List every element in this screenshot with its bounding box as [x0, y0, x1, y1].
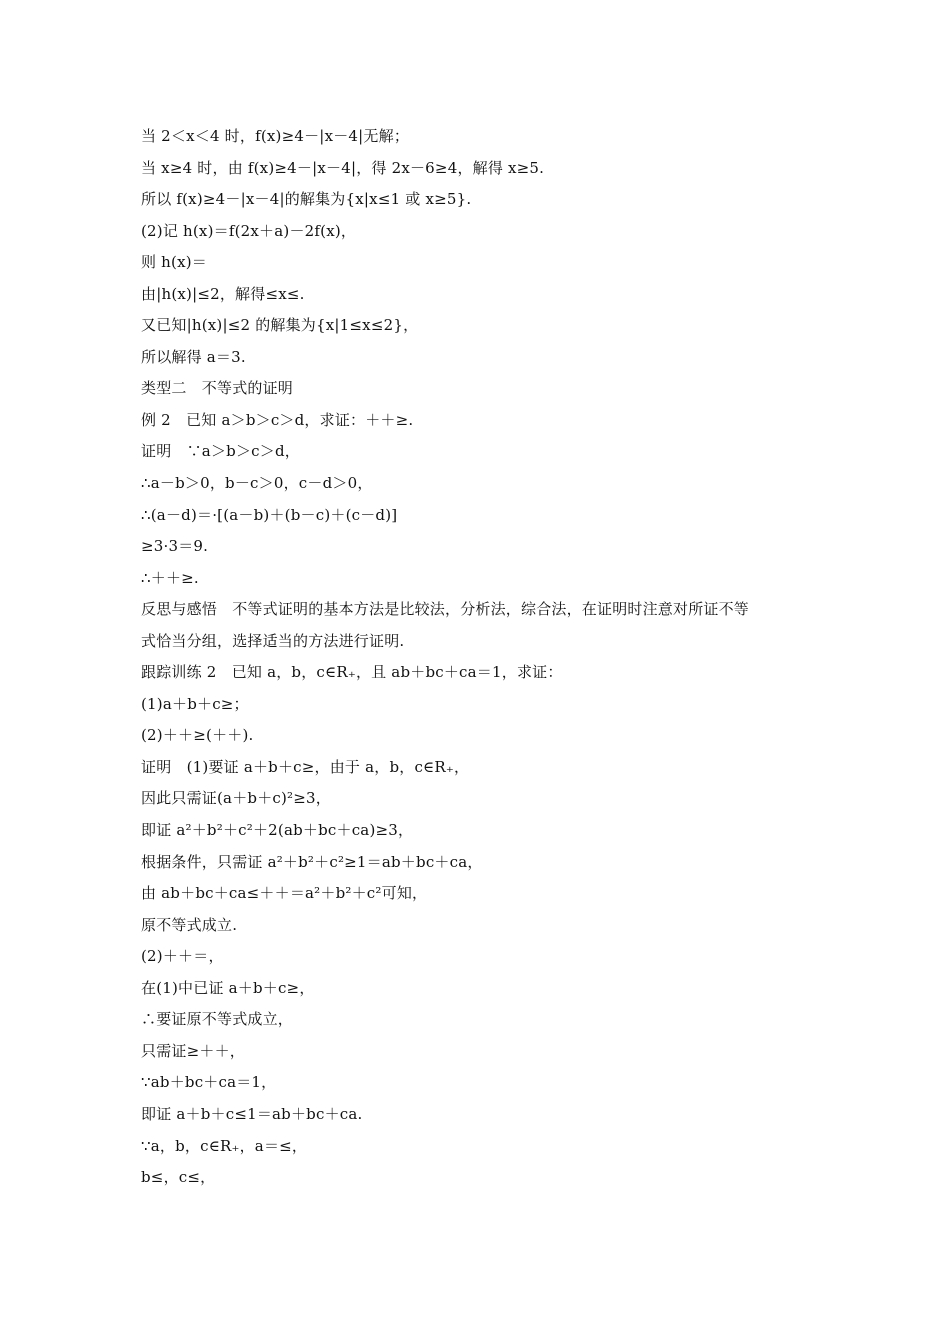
- text-line: 则 h(x)＝: [141, 253, 207, 272]
- text-line: 原不等式成立.: [141, 915, 238, 934]
- text-line: 由 ab＋bc＋ca≤＋＋＝a²＋b²＋c²可知，: [141, 884, 428, 903]
- text-line: 所以 f(x)≥4－|x－4|的解集为{x|x≤1 或 x≥5}.: [141, 190, 472, 209]
- text-line: ∴要证原不等式成立，: [141, 1010, 294, 1029]
- text-line: ∴a－b＞0，b－c＞0，c－d＞0，: [141, 474, 373, 493]
- text-line: 所以解得 a＝3.: [141, 347, 246, 366]
- text-line: 当 x≥4 时，由 f(x)≥4－|x－4|，得 2x－6≥4，解得 x≥5.: [141, 158, 545, 177]
- exercise-statement: 跟踪训练 2 已知 a，b，c∈R₊，且 ab＋bc＋ca＝1，求证：: [141, 663, 563, 682]
- text-line: ∴(a－d)＝·[(a－b)＋(b－c)＋(c－d)]: [141, 505, 398, 524]
- text-line: 即证 a＋b＋c≤1＝ab＋bc＋ca.: [141, 1104, 363, 1123]
- document-body: [141, 121, 841, 1194]
- text-line: 当 2＜x＜4 时，f(x)≥4－|x－4|无解；: [141, 127, 410, 145]
- text-line: 又已知|h(x)|≤2 的解集为{x|1≤x≤2}，: [141, 316, 419, 335]
- text-line: ∵a，b，c∈R₊，a＝≤，: [141, 1136, 308, 1155]
- text-line: 证明 (1)要证 a＋b＋c≥，由于 a，b，c∈R₊，: [141, 757, 470, 776]
- text-line: 证明 ∵a＞b＞c＞d，: [141, 442, 300, 461]
- text-line: ≥3·3＝9.: [141, 537, 209, 556]
- text-line: 由|h(x)|≤2，解得≤x≤.: [141, 284, 305, 303]
- reflection-text: 反思与感悟 不等式证明的基本方法是比较法，分析法，综合法，在证明时注意对所证不等: [141, 600, 750, 619]
- text-line: 因此只需证(a＋b＋c)²≥3，: [141, 789, 331, 808]
- section-heading: 类型二 不等式的证明: [141, 379, 294, 398]
- text-line: ∵ab＋bc＋ca＝1，: [141, 1073, 277, 1092]
- text-line: (2)＋＋≥(＋＋).: [141, 726, 254, 745]
- text-line: 只需证≥＋＋，: [141, 1041, 245, 1060]
- text-line: 即证 a²＋b²＋c²＋2(ab＋bc＋ca)≥3，: [141, 821, 414, 840]
- example-statement: 例 2 已知 a＞b＞c＞d，求证：＋＋≥.: [141, 410, 414, 429]
- text-line: 根据条件，只需证 a²＋b²＋c²≥1＝ab＋bc＋ca，: [141, 852, 483, 871]
- text-line: ∴＋＋≥.: [141, 568, 199, 587]
- text-line: (2)＋＋＝，: [141, 947, 224, 966]
- text-line: 在(1)中已证 a＋b＋c≥，: [141, 978, 315, 997]
- text-line: (2)记 h(x)＝f(2x＋a)－2f(x)，: [141, 221, 357, 240]
- text-line: (1)a＋b＋c≥；: [141, 694, 249, 713]
- reflection-text: 式恰当分组，选择适当的方法进行证明.: [141, 631, 405, 650]
- text-line: b≤，c≤，: [141, 1168, 216, 1187]
